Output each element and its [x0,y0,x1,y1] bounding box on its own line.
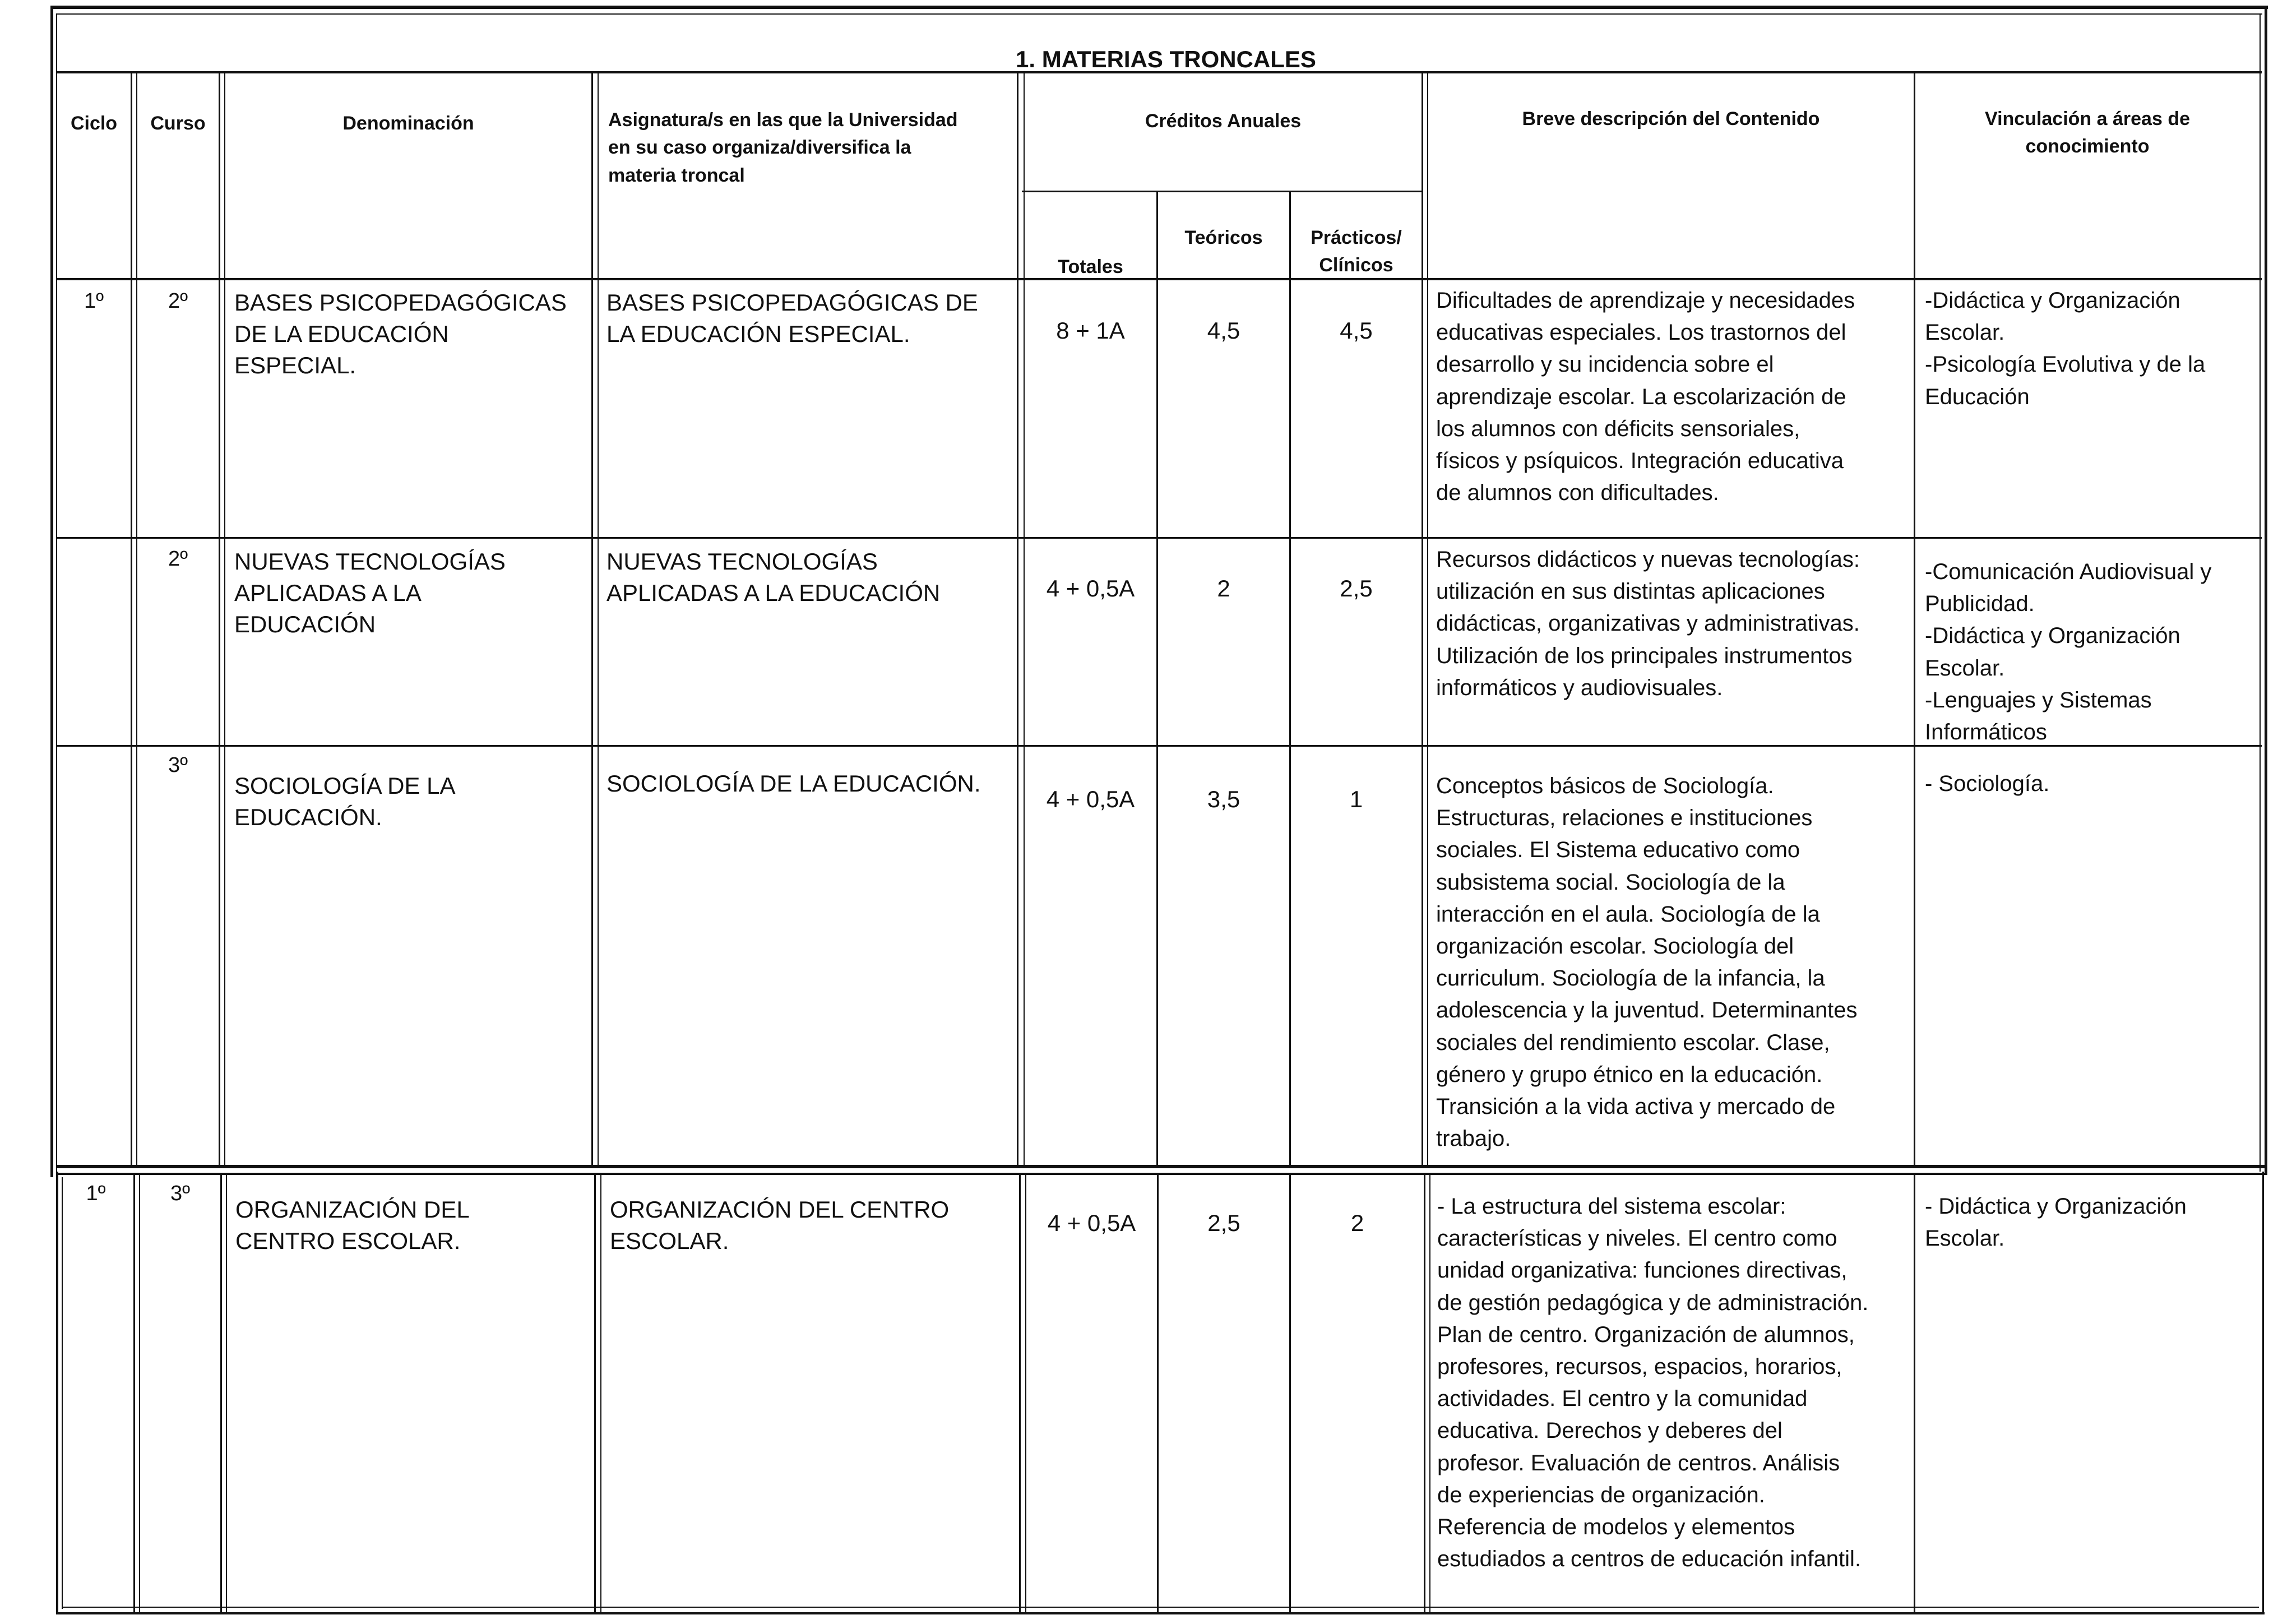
vrule-denominacion-lower [594,1173,596,1613]
header-teoricos: Teóricos [1184,227,1263,248]
header-practicos: Prácticos/ Clínicos [1311,227,1402,276]
vrule-denominacion-2 [598,73,599,1165]
border-left-lower-inner [62,1177,63,1609]
row1-totales: 8 + 1A [1056,317,1125,344]
row1-curso: 2º [168,289,188,313]
border-top [50,6,2268,9]
row4-vinculacion: - Didáctica y Organización Escolar. [1925,1194,2187,1251]
vrule-practicos [1422,73,1423,1165]
vrule-curso-lower [220,1173,222,1613]
border-bottom-inner [62,1607,2259,1608]
header-curso: Curso [150,113,206,134]
row2-totales: 4 + 0,5A [1046,575,1135,602]
row1-vinculacion: -Didáctica y Organización Escolar. -Psicología Evolutiva y de la Educación [1925,288,2206,409]
row2-vinculacion: -Comunicación Audiovisual y Publicidad. -Didáctica y Organización Escolar. -Lenguajes y Sistemas Informáticos [1925,559,2212,744]
header-totales: Totales [1058,256,1123,277]
row1-asignatura: BASES PSICOPEDAGÓGICAS DE LA EDUCACIÓN ESPECIAL. [606,289,978,347]
row4-descripcion: - La estructura del sistema escolar: características y niveles. El centro como unidad organizativa: funciones directivas, de gestión pedagógica y de administración. Plan de centro. Organización de alumnos, profesores, recursos, espacios, horarios, actividades. El centro y la comunidad educativa. Derechos y deberes del profesor. Evaluación de centros. Análisis de experiencias de organización. Referencia de modelos y elementos estudiados a centros de educación infantil. [1437,1194,1869,1572]
row1-descripcion: Dificultades de aprendizaje y necesidades educativas especiales. Los trastornos del desarrollo y su incidencia sobre el aprendizaje escolar. La escolarización de los alumnos con déficits sensoriales, físicos y psíquicos. Integración educativa de alumnos con dificultades. [1436,288,1855,506]
border-left-inner [56,13,57,1172]
header-asignatura: Asignatura/s en las que la Universidad en su caso organiza/diversifica la materia troncal [608,109,958,186]
border-left-lower [56,1172,58,1614]
vrule-practicos-2 [1427,73,1428,1165]
vrule-descripcion-lower [1914,1173,1915,1613]
row4-practicos: 2 [1350,1210,1364,1236]
header-creditos: Créditos Anuales [1145,110,1302,132]
border-right-inner [2260,13,2261,1172]
row4-asignatura: ORGANIZACIÓN DEL CENTRO ESCOLAR. [610,1196,950,1254]
vrule-practicos-lower [1424,1173,1425,1613]
row3-descripcion: Conceptos básicos de Sociología. Estructuras, relaciones e instituciones sociales. El Sistema educativo como subsistema social. Sociología de la interacción en el aula. Sociología de la organización escolar. Sociología del curriculum. Sociología de la infancia, la adolescencia y la juventud. Determinantes sociales del rendimiento escolar. Clase, género y grupo étnico en la educación. Transición a la vida activa y mercado de trabajo. [1436,774,1858,1151]
border-left [50,6,53,1177]
vrule-asignatura-lower [1019,1173,1021,1613]
vrule-ciclo-2 [136,73,137,1165]
vrule-curso [219,73,220,1165]
row2-teoricos: 2 [1217,575,1230,602]
row4-curso: 3º [170,1182,190,1205]
row2-denominacion: NUEVAS TECNOLOGÍAS APLICADAS A LA EDUCACIÓN [234,548,506,637]
row2-descripcion: Recursos didácticos y nuevas tecnologías: utilización en sus distintas aplicaciones didácticas, organizativas y administrativas. Utilización de los principales instrumentos informáticos y audiovisuales. [1436,547,1860,700]
header-ciclo: Ciclo [70,113,118,134]
vrule-ciclo-lower-2 [139,1173,140,1613]
row3-totales: 4 + 0,5A [1046,786,1135,812]
vrule-practicos-lower-2 [1429,1173,1430,1613]
row1-denominacion: BASES PSICOPEDAGÓGICAS DE LA EDUCACIÓN ESPECIAL. [234,289,567,378]
vrule-descripcion [1914,73,1915,1165]
rule-page-break-a [56,1165,2267,1168]
vrule-denominacion-lower-2 [600,1173,601,1613]
border-bottom [56,1612,2265,1614]
row1-ciclo: 1º [84,289,104,313]
rule-row1 [56,537,2262,539]
table-title: 1. MATERIAS TRONCALES [1016,46,1316,72]
vrule-ciclo [131,73,132,1165]
vrule-asignatura [1017,73,1018,1165]
vrule-curso-2 [224,73,225,1165]
rule-creditos-sub [1022,191,1423,192]
header-denominacion: Denominación [342,113,474,134]
rule-page-break-b [56,1173,2267,1175]
row4-teoricos: 2,5 [1207,1210,1240,1236]
row3-practicos: 1 [1349,786,1363,812]
rule-header [56,278,2262,280]
row3-vinculacion: - Sociología. [1925,771,2050,796]
row3-curso: 3º [168,753,188,777]
row4-totales: 4 + 0,5A [1047,1210,1136,1236]
row1-teoricos: 4,5 [1207,317,1240,344]
row2-asignatura: NUEVAS TECNOLOGÍAS APLICADAS A LA EDUCACIÓN [606,548,941,606]
vrule-asignatura-2 [1024,73,1025,1165]
vrule-curso-lower-2 [226,1173,227,1613]
border-top-inner [56,13,2262,15]
header-descripcion: Breve descripción del Contenido [1522,108,1820,129]
row2-curso: 2º [168,547,188,571]
row2-practicos: 2,5 [1340,575,1373,602]
row3-teoricos: 3,5 [1207,786,1240,812]
vrule-ciclo-lower [133,1173,135,1613]
row3-asignatura: SOCIOLOGÍA DE LA EDUCACIÓN. [606,770,981,797]
row4-denominacion: ORGANIZACIÓN DEL CENTRO ESCOLAR. [235,1196,470,1254]
border-right [2265,6,2267,1174]
border-right-lower [2262,1172,2264,1614]
row4-ciclo: 1º [86,1182,106,1205]
row1-practicos: 4,5 [1340,317,1373,344]
row3-denominacion: SOCIOLOGÍA DE LA EDUCACIÓN. [234,772,456,830]
header-vinculacion: Vinculación a áreas de conocimiento [1985,108,2190,158]
